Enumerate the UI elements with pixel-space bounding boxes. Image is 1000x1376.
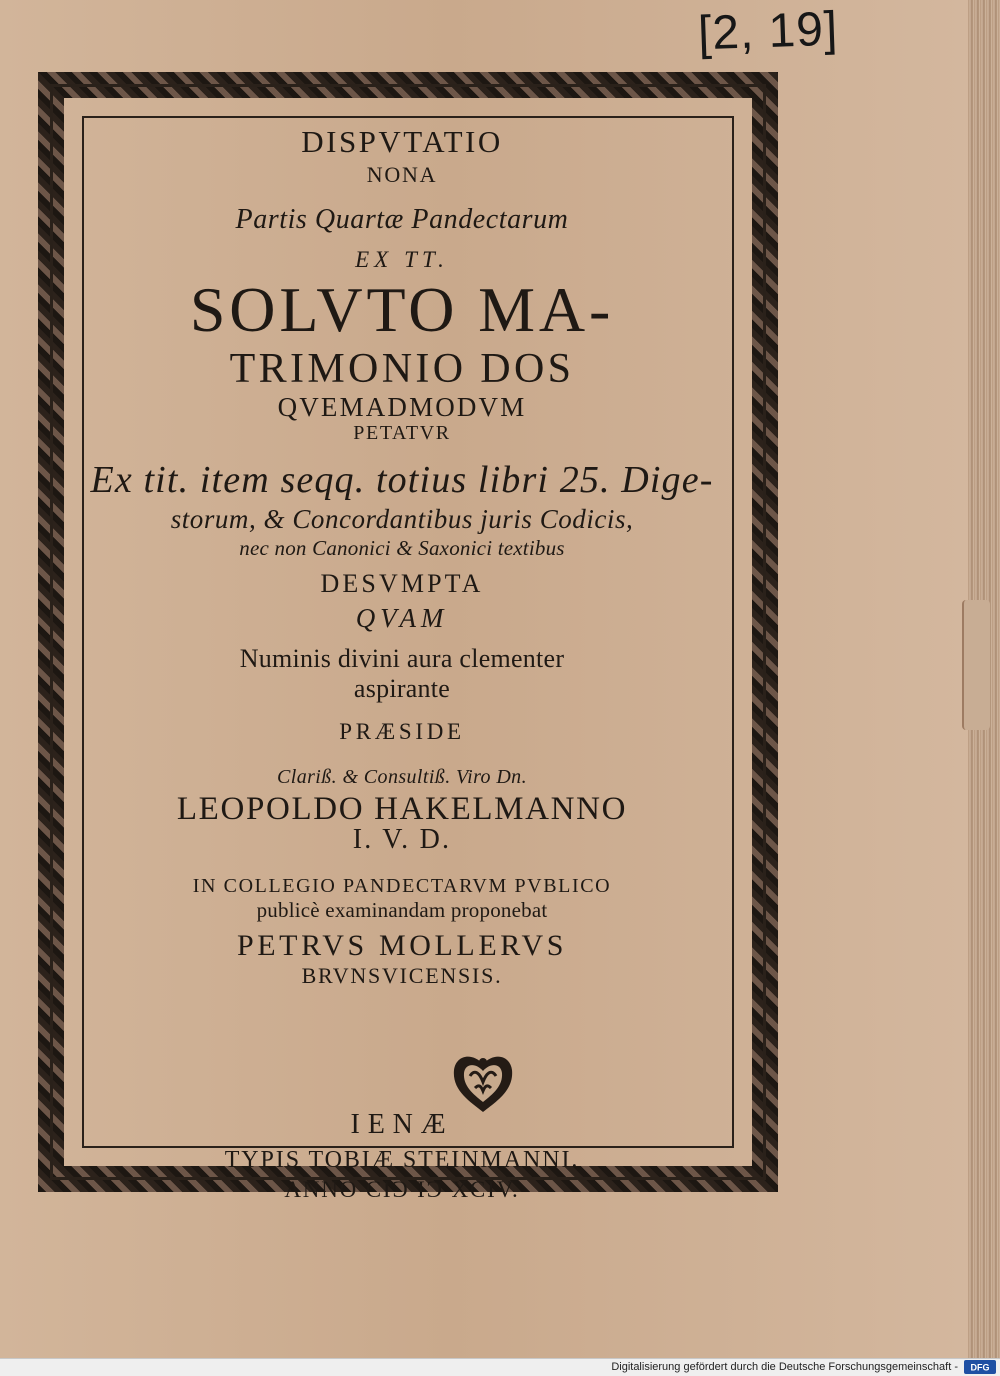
- title-line-8: PETATVR: [353, 422, 451, 444]
- title-line-22: PETRVS MOLLERVS: [236, 929, 568, 962]
- title-line-12: DESVMPTA: [320, 569, 484, 598]
- title-line-14: Numinis divini aura clementer: [239, 644, 565, 673]
- title-line-15: aspirante: [353, 674, 451, 703]
- title-line-20: IN COLLEGIO PANDECTARVM PVBLICO: [192, 875, 612, 897]
- shelfmark-note: [2, 19]: [697, 2, 840, 61]
- title-line-26: ANNO CIƆ IƆ XCIV.: [284, 1177, 520, 1202]
- title-line-9: Ex tit. item seqq. totius libri 25. Dige-: [90, 459, 714, 501]
- title-line-5: SOLVTO MA-: [189, 274, 615, 345]
- printers-ornament-icon: [444, 1046, 522, 1116]
- title-line-19: I. V. D.: [352, 824, 452, 855]
- title-line-11: nec non Canonici & Saxonici textibus: [239, 536, 565, 560]
- title-line-23: BRVNSVICENSIS.: [301, 963, 503, 988]
- title-line-7: QVEMADMODVM: [277, 392, 527, 422]
- title-line-6: TRIMONIO DOS: [229, 346, 575, 392]
- funding-credit: Digitalisierung gefördert durch die Deutsche Forschungsgemeinschaft -: [611, 1361, 958, 1373]
- dfg-logo-icon: [964, 1360, 996, 1374]
- digitization-footer: [0, 1358, 1000, 1376]
- dfg-logo-label: DFG: [970, 1362, 990, 1373]
- title-block: [84, 124, 720, 1202]
- title-line-1: DISPVTATIO: [301, 124, 503, 159]
- title-line-18: LEOPOLDO HAKELMANNO: [176, 791, 628, 827]
- title-line-13: QVAM: [355, 603, 449, 633]
- title-line-2: NONA: [366, 162, 438, 187]
- page-tab-edge: [962, 600, 990, 730]
- title-line-3: Partis Quartæ Pandectarum: [235, 204, 569, 235]
- title-line-21: publicè examinandam proponebat: [256, 898, 548, 922]
- title-line-24: IENÆ: [350, 1109, 454, 1140]
- title-line-4: EX TT.: [355, 247, 449, 272]
- title-line-17: Clariß. & Consultiß. Viro Dn.: [277, 766, 527, 788]
- title-line-25: TYPIS TOBIÆ STEINMANNI.: [224, 1147, 580, 1173]
- title-line-16: PRÆSIDE: [339, 719, 465, 744]
- title-line-10: storum, & Concordantibus juris Codicis,: [170, 504, 634, 534]
